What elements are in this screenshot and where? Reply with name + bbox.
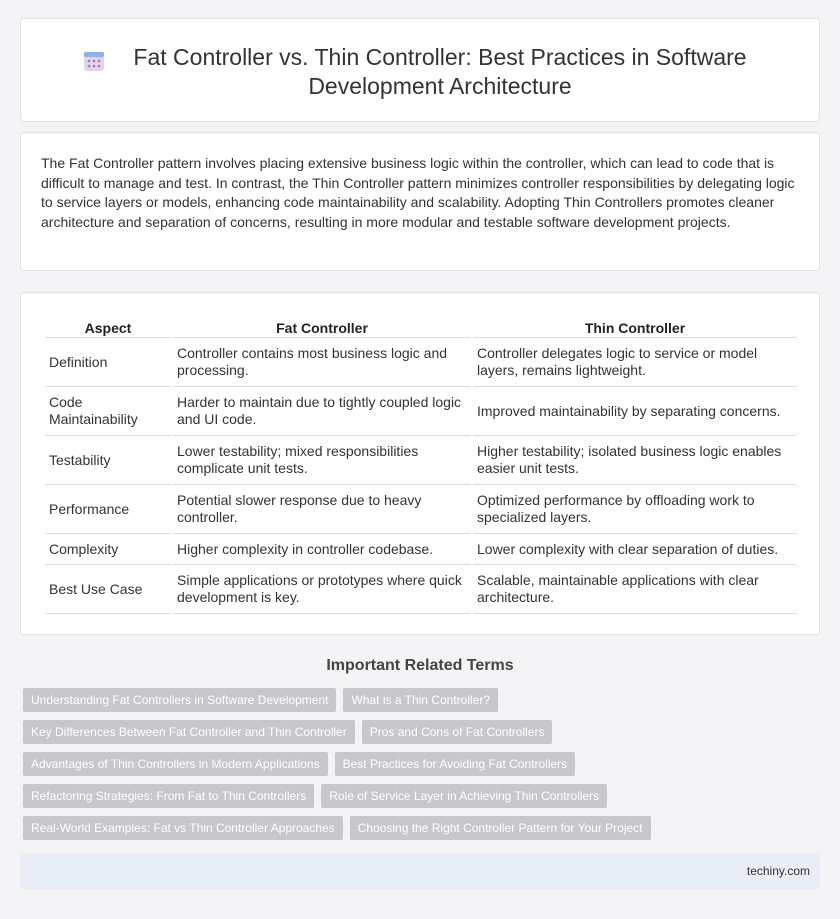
cell-fat: Lower testability; mixed responsibilities complicate unit tests. [173, 436, 471, 485]
cell-thin: Improved maintainability by separating concerns. [473, 387, 797, 436]
comparison-card [20, 292, 820, 635]
table-row [45, 436, 797, 485]
header-thin-controller: Thin Controller [473, 316, 797, 338]
cell-fat: Higher complexity in controller codebase. [173, 534, 471, 565]
related-term-link[interactable]: Advantages of Thin Controllers in Modern Applications [23, 752, 328, 776]
tag-row [23, 752, 823, 776]
related-term-link[interactable]: What is a Thin Controller? [343, 688, 498, 712]
cell-aspect: Best Use Case [45, 565, 171, 614]
table-row [45, 485, 797, 534]
related-term-link[interactable]: Choosing the Right Controller Pattern for Your Project [350, 816, 651, 840]
cell-aspect: Performance [45, 485, 171, 534]
footer-brand[interactable]: techiny.com [746, 864, 810, 878]
related-term-link[interactable]: Best Practices for Avoiding Fat Controllers [335, 752, 576, 776]
related-term-link[interactable]: Pros and Cons of Fat Controllers [362, 720, 553, 744]
cell-fat: Controller contains most business logic and processing. [173, 338, 471, 387]
related-term-link[interactable]: Refactoring Strategies: From Fat to Thin Controllers [23, 784, 314, 808]
cell-thin: Higher testability; isolated business logic enables easier unit tests. [473, 436, 797, 485]
comparison-table [43, 316, 799, 614]
related-term-link[interactable]: Key Differences Between Fat Controller and Thin Controller [23, 720, 355, 744]
tag-row [23, 720, 823, 744]
header-aspect: Aspect [45, 316, 171, 338]
title-card [20, 18, 820, 122]
cell-aspect: Definition [45, 338, 171, 387]
table-row [45, 534, 797, 565]
related-terms-heading: Important Related Terms [326, 657, 514, 674]
related-term-link[interactable]: Understanding Fat Controllers in Software Development [23, 688, 336, 712]
table-row [45, 338, 797, 387]
cell-thin: Optimized performance by offloading work to specialized layers. [473, 485, 797, 534]
footer [20, 854, 820, 889]
intro-card [20, 132, 820, 271]
intro-paragraph: The Fat Controller pattern involves placing extensive business logic within the controller, which can lead to code that is difficult to manage and test. In contrast, the Thin Controller pattern minimizes controller responsibilities by delegating logic to service layers or models, enhancing code maintainability and scalability. Adopting Thin Controllers promotes cleaner architecture and separation of concerns, resulting in more modular and testable software development projects. [41, 155, 795, 230]
tag-row [23, 816, 823, 840]
cell-aspect: Code Maintainability [45, 387, 171, 436]
header-fat-controller: Fat Controller [173, 316, 471, 338]
tag-row [23, 784, 823, 808]
cell-thin: Scalable, maintainable applications with clear architecture. [473, 565, 797, 614]
cell-aspect: Testability [45, 436, 171, 485]
related-term-link[interactable]: Real-World Examples: Fat vs Thin Controller Approaches [23, 816, 343, 840]
page-title: Fat Controller vs. Thin Controller: Best Practices in Software Development Architecture [133, 44, 747, 99]
table-row [45, 565, 797, 614]
related-term-link[interactable]: Role of Service Layer in Achieving Thin Controllers [321, 784, 607, 808]
cell-thin: Lower complexity with clear separation of duties. [473, 534, 797, 565]
tag-row [23, 688, 823, 712]
cell-fat: Simple applications or prototypes where quick development is key. [173, 565, 471, 614]
related-terms-list [23, 688, 823, 848]
cell-fat: Harder to maintain due to tightly coupled logic and UI code. [173, 387, 471, 436]
cell-thin: Controller delegates logic to service or model layers, remains lightweight. [473, 338, 797, 387]
cell-fat: Potential slower response due to heavy controller. [173, 485, 471, 534]
table-header-row [45, 316, 797, 338]
table-row [45, 387, 797, 436]
cell-aspect: Complexity [45, 534, 171, 565]
